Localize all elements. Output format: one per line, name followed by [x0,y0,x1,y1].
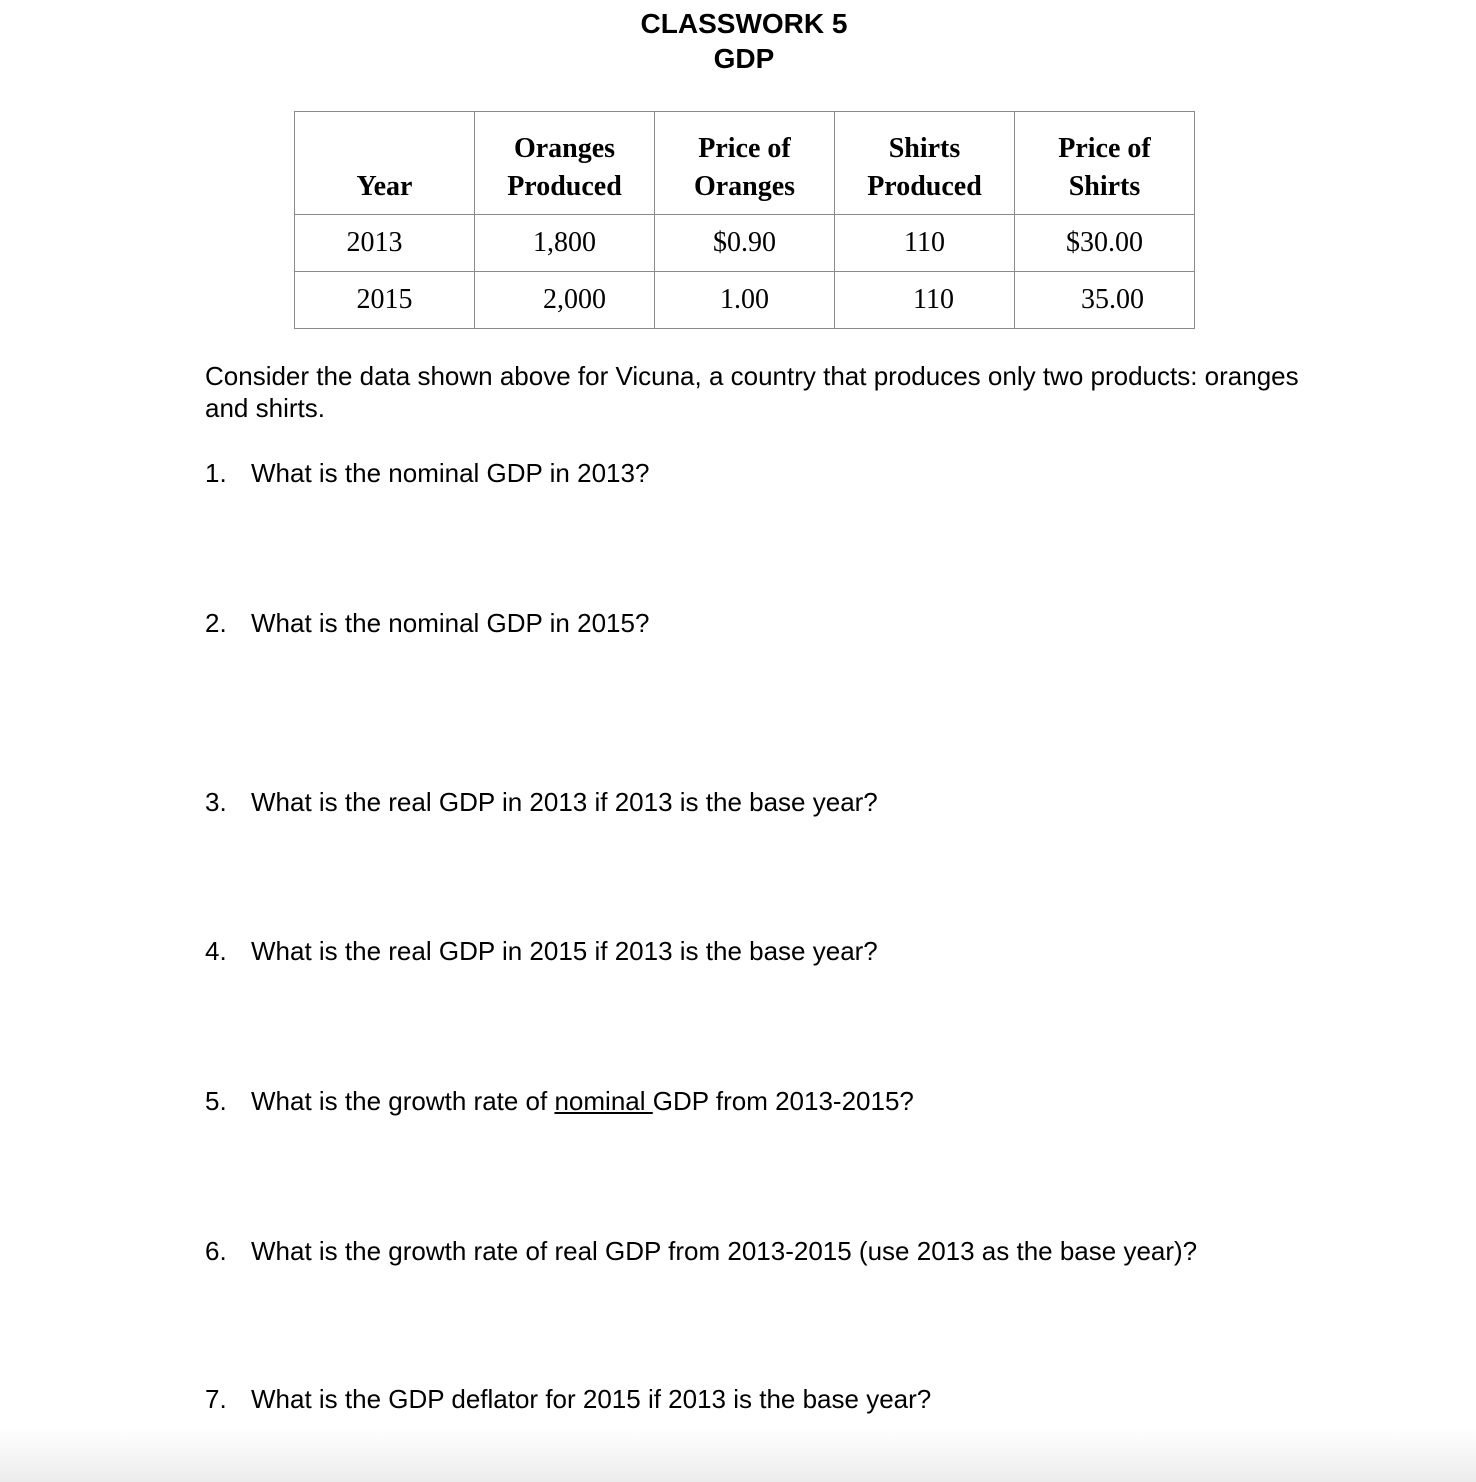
question-7 [205,1383,931,1415]
question-number: 4. [205,936,227,966]
data-table [294,111,1195,329]
header-oranges-produced: Oranges Produced [475,112,655,215]
question-text: What is the real GDP in 2013 if 2013 is the base year? [251,787,878,817]
bottom-fade [0,1428,1476,1482]
question-text-end: GDP from 2013-2015? [652,1086,914,1116]
question-6 [205,1235,1197,1267]
table-cell: 110 [835,272,1015,329]
question-text: What is the GDP deflator for 2015 if 2013 is the base year? [251,1384,932,1414]
intro-paragraph: Consider the data shown above for Vicuna, a country that produces only two products: oranges and shirts. [205,361,1299,423]
table-cell: 2,000 [475,272,655,329]
question-4 [205,935,878,967]
table-cell: 2013 [295,215,475,272]
table-row [295,215,1195,272]
table-cell: 1,800 [475,215,655,272]
question-number: 2. [205,608,227,638]
question-text: What is the nominal GDP in 2013? [251,458,650,488]
question-text: What is the real GDP in 2015 if 2013 is the base year? [251,936,878,966]
question-text: What is the growth rate of real GDP from 2013-2015 (use 2013 as the base year)? [251,1236,1198,1266]
question-5 [205,1085,914,1117]
table-cell: 35.00 [1015,272,1195,329]
table-cell: $30.00 [1015,215,1195,272]
table-header-row [295,112,1195,215]
question-number: 1. [205,458,227,488]
question-number: 7. [205,1384,227,1414]
question-text: What is the nominal GDP in 2015? [251,608,650,638]
table-cell: 2015 [295,272,475,329]
question-1 [205,457,649,489]
page-title: CLASSWORK 5 [640,8,848,39]
page-subtitle: GDP [713,43,775,74]
question-2 [205,607,649,639]
underlined-word: nominal [554,1086,653,1116]
header-year: Year [295,112,475,215]
table-row [295,272,1195,329]
header-shirts-produced: Shirts Produced [835,112,1015,215]
question-number: 3. [205,787,227,817]
question-text: What is the growth rate of [251,1086,555,1116]
table-cell: 110 [835,215,1015,272]
table-cell: $0.90 [655,215,835,272]
header-price-shirts: Price of Shirts [1015,112,1195,215]
header-price-oranges: Price of Oranges [655,112,835,215]
table-cell: 1.00 [655,272,835,329]
question-3 [205,786,878,818]
question-number: 5. [205,1086,227,1116]
question-number: 6. [205,1236,227,1266]
